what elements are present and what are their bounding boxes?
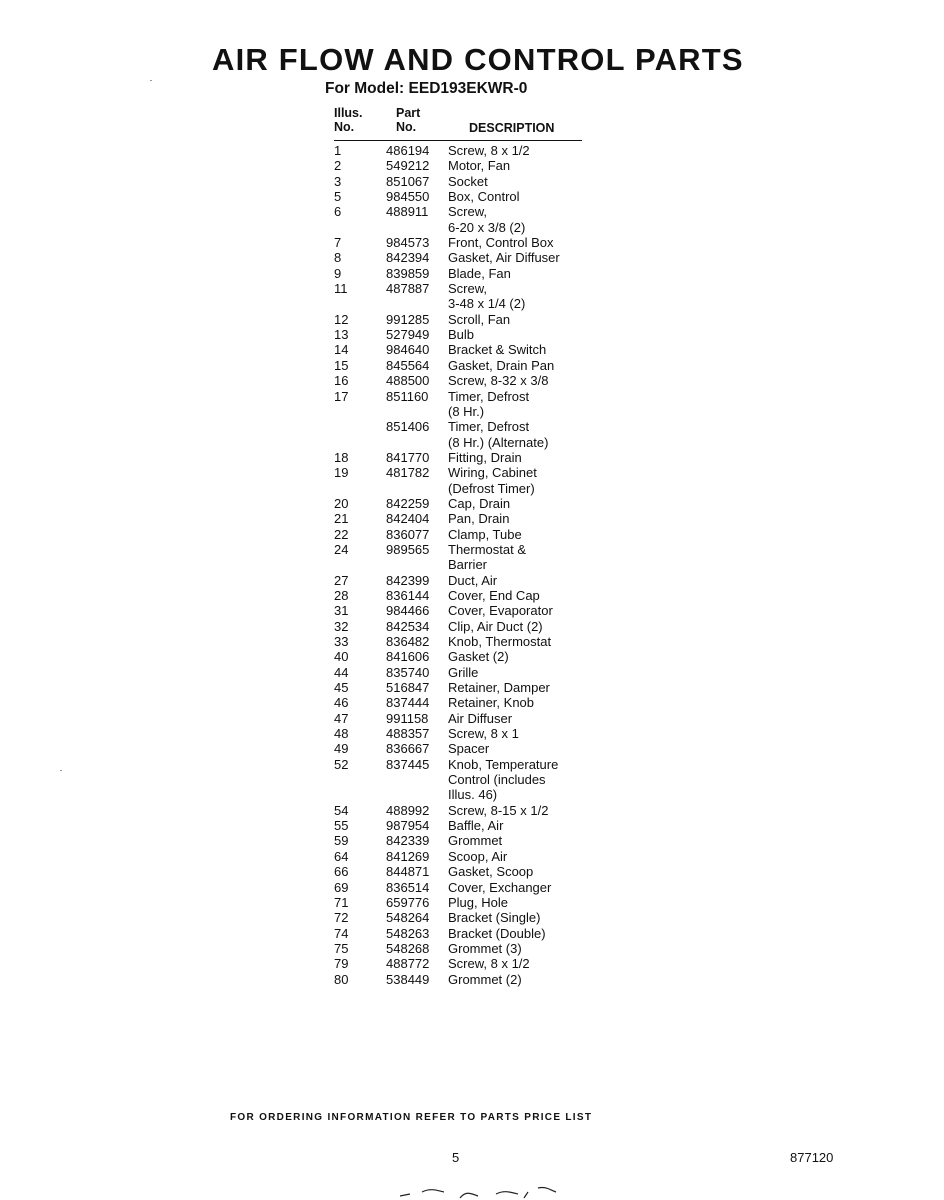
- illus-number: 14: [334, 342, 349, 358]
- illus-number: 20: [334, 495, 349, 511]
- model-subtitle: For Model: EED193EKWR-0: [325, 80, 528, 97]
- page-number: 5: [452, 1150, 460, 1165]
- parts-table-header: [334, 106, 582, 138]
- illus-number: 66: [334, 864, 349, 880]
- handwritten-scrawl: [400, 1180, 560, 1200]
- illus-number: 12: [334, 311, 349, 327]
- illus-number: 40: [334, 649, 349, 665]
- part-description: Air Diffuser: [448, 710, 513, 726]
- document-number: 877120: [790, 1150, 834, 1165]
- part-number: 548268: [386, 940, 430, 956]
- illus-number: 17: [334, 388, 349, 404]
- illus-number: 54: [334, 802, 349, 818]
- illus-number: 55: [334, 818, 349, 834]
- table-row: [334, 741, 582, 756]
- part-description: Bracket (Single): [448, 910, 541, 926]
- illus-number: 1: [334, 143, 342, 158]
- part-description: Clamp, Tube: [448, 526, 522, 542]
- table-row: [334, 849, 582, 864]
- table-row: [334, 496, 582, 511]
- illus-number: 46: [334, 695, 349, 711]
- part-description: Timer, Defrost (8 Hr.) (Alternate): [448, 419, 549, 450]
- illus-number: 49: [334, 741, 349, 757]
- part-number: 842259: [386, 495, 430, 511]
- parts-table: [334, 106, 582, 987]
- part-description: Timer, Defrost (8 Hr.): [448, 388, 530, 419]
- page-title: AIR FLOW AND CONTROL PARTS: [212, 42, 744, 77]
- table-row: [334, 465, 582, 496]
- illus-number: 19: [334, 465, 349, 481]
- illus-number: 72: [334, 910, 349, 926]
- part-number: 991158: [386, 710, 429, 726]
- part-number: 984466: [386, 603, 430, 619]
- part-number: 839859: [386, 265, 430, 281]
- table-row: [334, 358, 582, 373]
- table-row: [334, 695, 582, 710]
- part-description: Screw, 8 x 1/2: [448, 956, 530, 972]
- part-description: Front, Control Box: [448, 235, 554, 251]
- table-row: [334, 910, 582, 925]
- ordering-info-note: FOR ORDERING INFORMATION REFER TO PARTS PRICE LIST: [230, 1112, 593, 1123]
- part-number: 851406: [386, 419, 430, 435]
- table-row: [334, 373, 582, 388]
- part-description: Grommet (2): [448, 971, 522, 987]
- table-row: [334, 926, 582, 941]
- part-description: Baffle, Air: [448, 818, 504, 834]
- part-description: Socket: [448, 173, 488, 189]
- table-row: [334, 158, 582, 173]
- table-row: [334, 189, 582, 204]
- table-row: [334, 880, 582, 895]
- illus-number: 22: [334, 526, 349, 542]
- part-description: Grommet: [448, 833, 503, 849]
- part-description: Bracket & Switch: [448, 342, 547, 358]
- part-description: Duct, Air: [448, 572, 498, 588]
- table-row: [334, 342, 582, 357]
- part-description: Gasket, Drain Pan: [448, 357, 555, 373]
- part-description: Thermostat & Barrier: [448, 541, 527, 573]
- illus-number: 31: [334, 603, 349, 619]
- part-number: 836514: [386, 879, 430, 895]
- table-row: [334, 174, 582, 189]
- part-description: Knob, Thermostat: [448, 634, 552, 649]
- table-row: [334, 634, 582, 649]
- part-description: Motor, Fan: [448, 158, 511, 174]
- illus-number: 15: [334, 357, 349, 373]
- illus-number: 2: [334, 158, 342, 174]
- part-description: Gasket, Scoop: [448, 864, 534, 880]
- table-row: [334, 711, 582, 726]
- part-number: 851160: [386, 388, 429, 404]
- illus-number: 71: [334, 894, 349, 910]
- part-description: Grommet (3): [448, 940, 522, 956]
- table-row: [334, 143, 582, 158]
- part-description: Scroll, Fan: [448, 311, 511, 327]
- table-row: [334, 542, 582, 573]
- table-row: [334, 833, 582, 848]
- part-number: 841606: [386, 649, 430, 665]
- part-number: 481782: [386, 465, 430, 481]
- scan-speck: [60, 770, 62, 771]
- part-description: Knob, Temperature Control (includes Illus. 46): [448, 756, 559, 803]
- part-number: 486194: [386, 143, 430, 158]
- table-row: [334, 726, 582, 741]
- table-row: [334, 266, 582, 281]
- table-row: [334, 235, 582, 250]
- part-number: 841770: [386, 449, 430, 465]
- table-row: [334, 450, 582, 465]
- part-description: Fitting, Drain: [448, 449, 522, 465]
- part-number: 987954: [386, 818, 430, 834]
- part-number: 516847: [386, 680, 430, 696]
- part-number: 488500: [386, 373, 430, 389]
- illus-number: 27: [334, 572, 349, 588]
- illus-number: 16: [334, 373, 349, 389]
- part-number: 842394: [386, 250, 430, 266]
- illus-number: 3: [334, 173, 342, 189]
- part-description: Wiring, Cabinet (Defrost Timer): [448, 465, 537, 496]
- part-description: Cover, Evaporator: [448, 603, 553, 619]
- part-number: 488992: [386, 802, 430, 818]
- header-rule: [334, 140, 582, 141]
- part-number: 488772: [386, 956, 430, 972]
- part-description: Retainer, Knob: [448, 695, 535, 711]
- part-number: 549212: [386, 158, 430, 174]
- illus-number: 74: [334, 925, 349, 941]
- part-number: 841269: [386, 848, 430, 864]
- illus-no-header: Illus. No.: [334, 106, 363, 134]
- illus-number: 28: [334, 587, 349, 603]
- part-description: Screw, 6-20 x 3/8 (2): [448, 204, 526, 235]
- part-description: Screw, 8 x 1: [448, 726, 519, 742]
- part-number: 842404: [386, 511, 430, 527]
- table-row: [334, 389, 582, 420]
- part-number: 548264: [386, 910, 430, 926]
- part-description: Bracket (Double): [448, 925, 546, 941]
- part-number: 845564: [386, 357, 430, 373]
- illus-number: 5: [334, 189, 342, 205]
- part-number: 488357: [386, 726, 430, 742]
- part-number: 836144: [386, 587, 430, 603]
- illus-number: 32: [334, 618, 349, 634]
- table-row: [334, 941, 582, 956]
- illus-number: 59: [334, 833, 349, 849]
- part-description: Cover, End Cap: [448, 587, 540, 603]
- illus-number: 52: [334, 756, 349, 772]
- part-description: Plug, Hole: [448, 894, 508, 910]
- part-number: 851067: [386, 173, 430, 189]
- table-row: [334, 757, 582, 803]
- illus-number: 11: [334, 281, 348, 297]
- part-description: Spacer: [448, 741, 490, 757]
- part-description: Screw, 8-15 x 1/2: [448, 802, 549, 818]
- part-number: 984573: [386, 235, 430, 251]
- table-row: [334, 250, 582, 265]
- part-description: Bulb: [448, 327, 475, 343]
- table-row: [334, 665, 582, 680]
- illus-number: 48: [334, 726, 349, 742]
- part-description: Clip, Air Duct (2): [448, 618, 543, 634]
- part-number: 548263: [386, 925, 430, 941]
- part-number: 984550: [386, 189, 430, 205]
- table-row: [334, 281, 582, 312]
- part-number: 837444: [386, 695, 430, 711]
- illus-number: 9: [334, 265, 342, 281]
- part-number: 844871: [386, 864, 430, 880]
- parts-table-body: [334, 143, 582, 987]
- part-description: Grille: [448, 664, 479, 680]
- table-row: [334, 956, 582, 971]
- illus-number: 8: [334, 250, 342, 266]
- table-row: [334, 511, 582, 526]
- illus-number: 24: [334, 541, 349, 557]
- part-description: Screw, 3-48 x 1/4 (2): [448, 281, 526, 312]
- part-number: 659776: [386, 894, 430, 910]
- illus-number: 21: [334, 511, 349, 527]
- illus-number: 13: [334, 327, 349, 343]
- part-description: Screw, 8-32 x 3/8: [448, 373, 549, 389]
- part-number: 836482: [386, 634, 430, 649]
- part-description: Gasket, Air Diffuser: [448, 250, 560, 266]
- table-row: [334, 327, 582, 342]
- table-row: [334, 588, 582, 603]
- part-number: 842339: [386, 833, 430, 849]
- part-description: Retainer, Damper: [448, 680, 550, 696]
- part-number: 488911: [386, 204, 429, 220]
- scan-speck: [150, 80, 152, 81]
- illus-number: 75: [334, 940, 349, 956]
- part-number: 837445: [386, 756, 430, 772]
- table-row: [334, 527, 582, 542]
- part-no-header: Part No.: [396, 106, 421, 134]
- illus-number: 6: [334, 204, 342, 220]
- part-number: 527949: [386, 327, 430, 343]
- illus-number: 69: [334, 879, 349, 895]
- table-row: [334, 803, 582, 818]
- part-description: Blade, Fan: [448, 265, 511, 281]
- illus-number: 7: [334, 235, 342, 251]
- part-number: 842399: [386, 572, 430, 588]
- part-description: Pan, Drain: [448, 511, 510, 527]
- illus-number: 44: [334, 664, 349, 680]
- table-row: [334, 603, 582, 618]
- table-row: [334, 972, 582, 987]
- part-number: 836667: [386, 741, 430, 757]
- part-number: 487887: [386, 281, 430, 297]
- part-number: 991285: [386, 311, 430, 327]
- part-number: 538449: [386, 971, 430, 987]
- table-row: [334, 818, 582, 833]
- table-row: [334, 312, 582, 327]
- part-number: 984640: [386, 342, 430, 358]
- part-description: Scoop, Air: [448, 848, 508, 864]
- illus-number: 18: [334, 449, 349, 465]
- table-row: [334, 573, 582, 588]
- illus-number: 79: [334, 956, 349, 972]
- part-number: 842534: [386, 618, 430, 634]
- table-row: [334, 895, 582, 910]
- table-row: [334, 419, 582, 450]
- description-header: DESCRIPTION: [469, 121, 555, 135]
- part-description: Box, Control: [448, 189, 520, 205]
- part-description: Cover, Exchanger: [448, 879, 552, 895]
- illus-number: 64: [334, 848, 349, 864]
- part-description: Gasket (2): [448, 649, 509, 665]
- illus-number: 47: [334, 710, 349, 726]
- illus-number: 33: [334, 634, 349, 649]
- part-description: Screw, 8 x 1/2: [448, 143, 530, 158]
- illus-number: 45: [334, 680, 349, 696]
- part-description: Cap, Drain: [448, 495, 511, 511]
- table-row: [334, 619, 582, 634]
- part-number: 836077: [386, 526, 430, 542]
- table-row: [334, 680, 582, 695]
- illus-number: 80: [334, 971, 349, 987]
- part-number: 835740: [386, 664, 430, 680]
- table-row: [334, 649, 582, 664]
- table-row: [334, 204, 582, 235]
- part-number: 989565: [386, 541, 430, 557]
- table-row: [334, 864, 582, 879]
